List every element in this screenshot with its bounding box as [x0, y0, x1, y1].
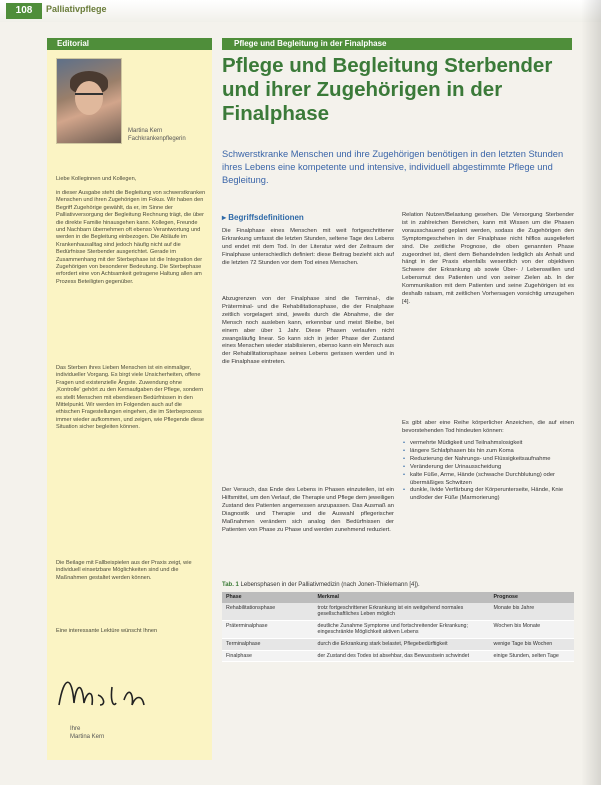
editorial-paragraph: in dieser Ausgabe steht die Begleitung von schwerstkranken Menschen und ihren Zugehörigen im Fokus. Wir haben den Begriff Zugehörige gewählt, da er, im Sinne der Palliativversorgung der Begleitung Rechnung trägt, die über die direkte Familie hinausgehen kann. Kollegen, Freunde und Nachbarn übernehmen oft ebenso Verantwortung und werden in die Begleitung einbezogen. Die Abläufe im Krankenhausalltag sind jedoch häufig nicht auf die Bedürfnisse Sterbender ausgerichtet. Gerade im Zusammenhang mit der Sterbephase ist die Integration der Zugehörigen von besonderer Bedeutung. Die Sterbephase erfordert eine von Achtsamkeit getragene Haltung allen am Prozess Beteiligten gegenüber.	[56, 190, 206, 285]
subheading: ▸ Begriffsdefinitionen	[222, 213, 304, 222]
article-title: Pflege und Begleitung Sterbender und ihrer Zugehörigen in der Finalphase	[222, 54, 553, 125]
table-cell: Rehabilitationsphase	[222, 603, 314, 621]
table-cell: wenige Tage bis Wochen	[490, 638, 574, 650]
signature-footer	[70, 725, 104, 741]
table-row	[222, 620, 574, 638]
table-caption	[222, 582, 574, 588]
body-paragraph: Die Finalphase eines Menschen mit weit fortgeschrittener Erkrankung umfasst die letzten Stunden, seltene Tage des Lebens und endet mit dem Tod. In der Literatur wird der Zeitraum der Finalphase unterschiedlich definiert: diese Beitrag bezieht sich auf die letzten 72 Stunden vor dem Tod eines Menschen.	[222, 228, 394, 266]
editorial-paragraph: Die Beilage mit Fallbeispielen aus der Praxis zeigt, wie individuell einsetzbare Möglichkeiten sind und die Maßnahmen gestaltet werden können.	[56, 560, 192, 581]
table-cell: Wochen bis Monate	[490, 620, 574, 638]
table-cell: Finalphase	[222, 650, 314, 662]
sign-list	[402, 440, 574, 503]
list-item: • längere Schlafphasen bis hin zum Koma	[402, 448, 574, 456]
editorial-heading: Editorial	[47, 38, 212, 50]
article-kicker: Pflege und Begleitung in der Finalphase	[222, 38, 572, 50]
list-item: • Veränderung der Urinausscheidung	[402, 464, 574, 472]
list-item: • vermehrte Müdigkeit und Teilnahmslosigkeit	[402, 440, 574, 448]
list-item: • Reduzierung der Nahrungs- und Flüssigkeitsaufnahme	[402, 456, 574, 464]
body-paragraph: Es gibt aber eine Reihe körperlicher Anzeichen, die auf einen bevorstehenden Tod hindeuten können:	[402, 420, 574, 434]
caption-role: Fachkrankenpflegerin	[128, 136, 186, 142]
caption-name: Martina Kern	[128, 128, 163, 134]
page-header	[0, 0, 601, 22]
table-header: Phase	[222, 592, 314, 603]
table-cell: durch die Erkrankung stark belastet, Pflegebedürftigkeit	[314, 638, 490, 650]
table-caption-text: Lebensphasen in der Palliativmedizin (nach Jonen-Thielemann [4]).	[240, 582, 420, 588]
body-paragraph: Der Versuch, das Ende des Lebens in Phasen einzuteilen, ist ein Hilfsmittel, um den Verlauf, die Therapie und Pflege dem jeweiligen Zustand des Patienten angemessen anzupassen. Das Ausmaß an Diagnostik und Therapie und die Auswahl pflegerischer Maßnahmen verändern sich analog den Bedürfnissen der Patienten von Phase zu Phase und werden zunehmend reduziert.	[222, 487, 394, 533]
editorial-greeting: Liebe Kolleginnen und Kollegen,	[56, 176, 137, 182]
signature-image	[54, 665, 154, 725]
signature-prefix: Ihre	[70, 726, 81, 732]
table-cell: Monate bis Jahre	[490, 603, 574, 621]
editorial-paragraph: Das Sterben ihres Lieben Menschen ist ein einmaliger, individueller Vorgang. Es birgt viele Unsicherheiten, offene Fragen und existenzielle Ängste. Zuwendung ohne ‚Kontrolle' gehört zu den Kernaufgaben der Pflege, sondern es stellt Menschen mit ebendiesen Bedürfnissen in den Mittelpunkt. Wir werden im Folgenden auch auf die ethischen Fragestellungen eingehen, die im Sterbeprozess immer wieder aufkommen, und zeigen, wie Pflegende diese Situation sicher begleiten können.	[56, 365, 205, 431]
table-cell: trotz fortgeschrittener Erkrankung ist ein weitgehend normales gesellschaftliches Leben möglich	[314, 603, 490, 621]
table-row	[222, 638, 574, 650]
table-row	[222, 650, 574, 662]
editorial-closing: Eine interessante Lektüre wünscht Ihnen	[56, 628, 158, 634]
list-item: • dunkle, livide Verfärbung der Körperunterseite, Hände, Knie und/oder der Füße (Marmorierung)	[402, 487, 574, 503]
table-cell: Terminalphase	[222, 638, 314, 650]
author-glasses	[75, 93, 103, 101]
body-paragraph: Abzugrenzen von der Finalphase sind die Terminal-, die Präterminal- und die Rehabilitationsphase, die der Finalphase zeitlich vorgelagert sind, jeweils durch die Abnahme, die der Mensch noch ausleben kann, erkennbar und meist Bleibe, bei einem aber über 1 Jahr. Diese Phasen verlaufen nicht zwangsläufig linear. So kann sich in jeder Phase der Zustand eines Menschen wieder stabilisieren, ebenso kann ein Mensch aus der Rehabilitationsphase seines Lebens gerissen werden und in die Finalphase eintreten.	[222, 296, 394, 366]
list-item: • kalte Füße, Arme, Hände (schwache Durchblutung) oder übermäßiges Schwitzen	[402, 472, 574, 488]
table-header-row	[222, 592, 574, 603]
section-title: Palliativpflege	[46, 4, 107, 14]
table-cell: deutliche Zunahme Symptome und fortschreitender Erkrankung; eingeschränkte Möglichkeit aktiven Lebens	[314, 620, 490, 638]
signature-name: Martina Kern	[70, 734, 105, 740]
table-label: Tab. 1	[222, 582, 239, 588]
subheading-text: Begriffsdefinitionen	[228, 213, 304, 222]
page-number: 108	[6, 3, 42, 19]
table-cell: der Zustand des Todes ist absehbar, das Bewusstsein schwindet	[314, 650, 490, 662]
author-photo	[56, 58, 122, 144]
photo-caption	[128, 127, 186, 143]
article-lead: Schwerstkranke Menschen und ihre Zugehörigen benötigen in den letzten Stunden ihres Lebens eine kompetente und intensive, individuell abgestimmte Pflege und Begleitung.	[222, 149, 564, 185]
phase-table	[222, 592, 574, 662]
page-edge-shadow	[581, 0, 601, 785]
table-row	[222, 603, 574, 621]
table-cell: Präterminalphase	[222, 620, 314, 638]
table-header: Prognose	[490, 592, 574, 603]
body-paragraph: Relation Nutzen/Belastung gesehen. Die Versorgung Sterbender ist in zahlreichen Bereichen, kann mit Wissen um die Phasen vorausschauend geplant werden, sodass die Zugehörigen den Symptomgeschehen in der Finalphase nicht hilflos ausgeliefert sind. Die zeitliche Prognose, die oben genannten Phase zugeordnet ist, dient dem Behandelnden lediglich als Anhalt und hängt in der Praxis ebenfalls wesentlich von der objektiven Schwere der Erkrankung ab sowie Über- / Lebenswillen und Lebensmut des Patienten und von seiner Zielen ab. In der Kommunikation mit dem Patienten und seine Zugehörigen ist es deshalb ratsam, mit zeitlichen Vorhersagen vorsichtig umzugehen [4].	[402, 212, 574, 305]
table-header: Merkmal	[314, 592, 490, 603]
table-cell: einige Stunden, selten Tage	[490, 650, 574, 662]
